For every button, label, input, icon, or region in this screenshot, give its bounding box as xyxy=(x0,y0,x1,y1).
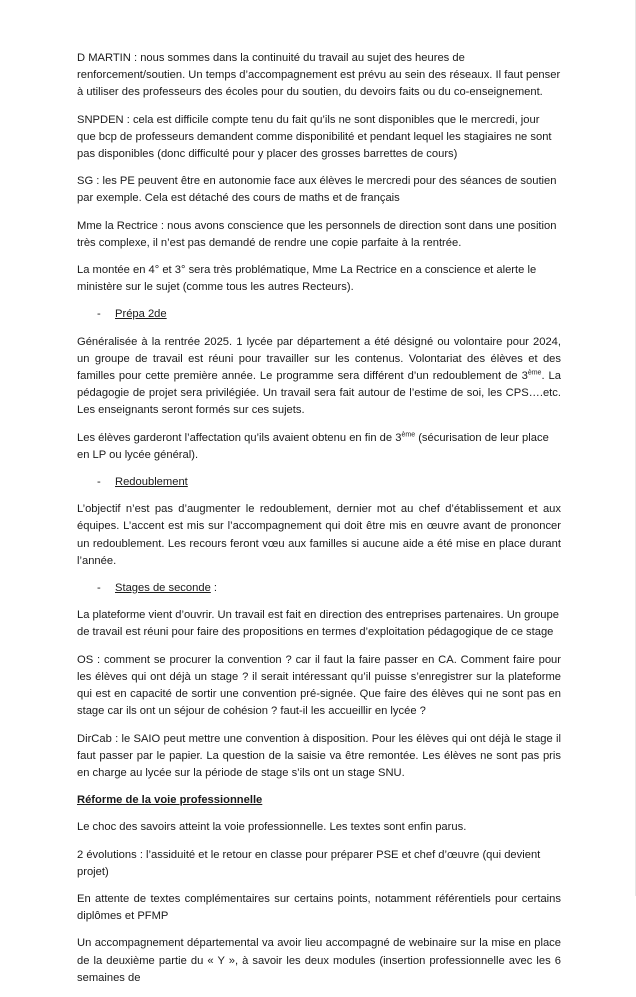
paragraph-dircab: DirCab : le SAIO peut mettre une convention à disposition. Pour les élèves qui ont déjà le stage il faut passer par le papier. La question de la saisie va être remontée. Les élèves ne sont pas pris en charge au lycée sur la période de stage s’ils ont un stage SNU. xyxy=(77,732,561,779)
superscript-eme: ème xyxy=(527,369,542,377)
section-heading-redoublement xyxy=(97,474,561,491)
heading-redoublement-label: Redoublement xyxy=(115,476,188,489)
superscript-eme: ème xyxy=(401,430,416,438)
paragraph-sg: SG : les PE peuvent être en autonomie face aux élèves le mercredi pour des séances de soutien par exemple. Cela est détaché des cours de maths et de français xyxy=(77,175,557,205)
heading-stages-label: Stages de seconde xyxy=(115,582,211,595)
document-body xyxy=(77,50,561,997)
paragraph-rectrice: Mme la Rectrice : nous avons conscience que les personnels de direction sont dans une position très complexe, il n’est pas demandé de rendre une copie parfaite à la rentrée. xyxy=(77,219,557,249)
paragraph-affectation-part2: (sécurisation de leur place en LP ou lycée général). xyxy=(77,431,549,461)
heading-reforme: Réforme de la voie professionnelle xyxy=(77,794,263,807)
paragraph-plateforme: La plateforme vient d’ouvrir. Un travail est fait en direction des entreprises partenaires. Un groupe de travail est réuni pour faire des propositions en termes d’exploitation pédagogique de ce stage xyxy=(77,609,559,639)
heading-stages xyxy=(115,580,217,597)
paragraph-objectif: L’objectif n’est pas d’augmenter le redoublement, dernier mot au chef d’établissement et aux équipes. L’accent est mis sur l’accompagnement qui doit être mis en œuvre avant de prononcer un redoublement. Les recours feront vœu aux familles si aucune aide a été mise en place durant l’année. xyxy=(77,503,561,567)
paragraph-generalisee-part2: . La pédagogie de projet sera privilégiée. Un travail sera fait autour de l’estime de soi, les CPS….etc. Les enseignants seront formés sur ces sujets. xyxy=(77,370,561,417)
paragraph-affectation-part1: Les élèves garderont l’affectation qu’ils avaient obtenu en fin de 3 xyxy=(77,431,402,444)
paragraph-montee: La montée en 4° et 3° sera très problématique, Mme La Rectrice en a conscience et alerte le ministère sur le sujet (comme tous les autres Recteurs). xyxy=(77,264,537,294)
heading-prepa-label: Prépa 2de xyxy=(115,308,167,321)
paragraph-evolutions: 2 évolutions : l’assiduité et le retour en classe pour préparer PSE et chef d’œuvre (qui devient projet) xyxy=(77,848,541,878)
heading-stages-colon: : xyxy=(210,582,218,595)
paragraph-affectation xyxy=(77,430,561,464)
paragraph-generalisee-part1: Généralisée à la rentrée 2025. 1 lycée par département a été désigné ou volontaire pour 2024, un groupe de travail est réuni pour travailler sur les contenus. Volontariat des élèves et des familles pour cette première année. Le programme sera différent d’un redoublement de 3 xyxy=(77,335,561,383)
section-heading-stages xyxy=(97,580,561,597)
section-heading-prepa xyxy=(97,306,561,323)
bullet-dash: - xyxy=(97,582,101,595)
bullet-dash: - xyxy=(97,476,101,489)
paragraph-choc: Le choc des savoirs atteint la voie professionnelle. Les textes sont enfin parus. xyxy=(77,821,467,834)
bullet-dash: - xyxy=(97,308,101,321)
paragraph-accompagnement: Un accompagnement départemental va avoir lieu accompagné de webinaire sur la mise en place de la deuxième partie du « Y », à savoir les deux modules (insertion professionnelle avec les 6 semaines de xyxy=(77,937,561,984)
paragraph-snpden: SNPDEN : cela est difficile compte tenu du fait qu’ils ne sont disponibles que le mercredi, jour que bcp de professeurs demandent comme disponibilité et pendant lequel les stagiaires ne sont pas disponibles (donc difficulté pour y placer des grosses barrettes de cours) xyxy=(77,113,552,161)
paragraph-generalisee xyxy=(77,334,561,420)
paragraph-d-martin: D MARTIN : nous sommes dans la continuité du travail au sujet des heures de renforcement/soutien. Un temps d’accompagnement est prévu au sein des réseaux. Il faut penser à utiliser des professeurs des écoles pour du soutien, du devoirs faits ou du co-enseignement. xyxy=(77,52,561,99)
paragraph-os: OS : comment se procurer la convention ? car il faut la faire passer en CA. Comment faire pour les élèves qui ont déjà un stage ? il serait intéressant qu’il puisse s’enregistrer sur la plateforme qui est en capacité de sortir une convention pré-signée. Que faire des élèves qui ne sont pas en stage car ils ont un séjour de cohésion ? faut-il les accueillir en lycée ? xyxy=(77,653,561,718)
paragraph-attente: En attente de textes complémentaires sur certains points, notamment référentiels pour certains diplômes et PFMP xyxy=(77,892,561,923)
